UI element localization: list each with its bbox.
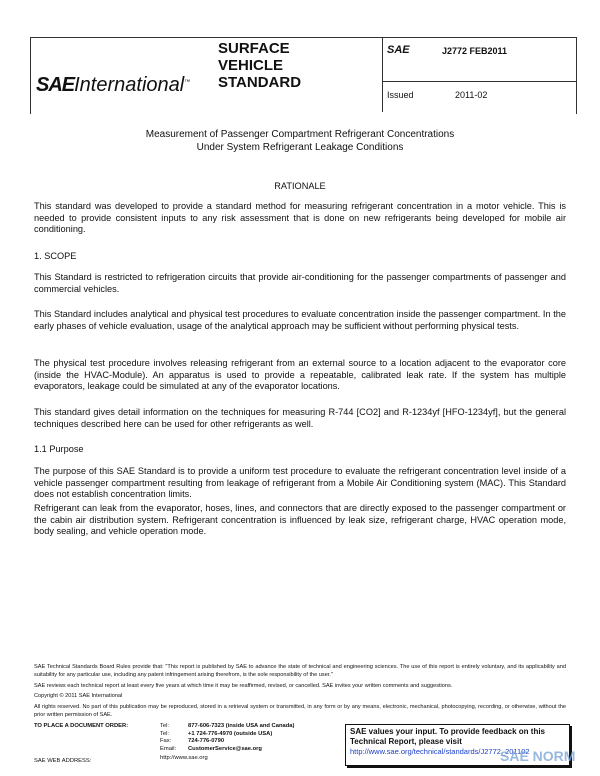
title-line: Measurement of Passenger Compartment Refrigerant Concentrations [145,129,455,140]
sae-mark: SAE [387,44,410,56]
scope-paragraph: This Standard is restricted to refrigeration circuits that provide air-conditioning for the passenger compartments of passenger and commercial vehicles. [34,272,566,294]
footer-rights: All rights reserved. No part of this publication may be reproduced, stored in a retrieval system or transmitted, in any form or by any means, electronic, mechanical, photocopying, recording, or otherwise, without the prior written permission of SAE. [34,704,566,718]
feedback-link[interactable]: http://www.sae.org/technical/standards/J2772_201102 [350,747,530,756]
watermark: SAE NORM [500,748,576,764]
contact-row [160,731,340,739]
rationale-text: This standard was developed to provide a standard method for measuring refrigerant concentration in a motor vehicle. This is needed to provide consistent inputs to any risk assessment that is done on new refrigerants being developed for mobile air conditioning. [34,201,566,234]
standard-type-line: SURFACE [218,40,290,57]
feedback-text: SAE values your input. To provide feedback on this Technical Report, please visit [350,727,545,746]
contact-value: +1 724-776-4970 (outside USA) [188,730,273,737]
footer-copyright: Copyright © 2011 SAE International [34,693,123,699]
standard-type-line: STANDARD [218,74,302,91]
contact-value: 877-606-7323 (inside USA and Canada) [188,723,295,729]
contact-label: Email: [160,745,177,752]
title-line: Under System Refrigerant Leakage Conditions [196,142,404,153]
contact-label: Tel: [160,723,170,729]
standard-type-line: VEHICLE [218,57,284,74]
header-divider [382,37,383,112]
scope-paragraph: This Standard includes analytical and physical test procedures to evaluate concentration inside the passenger compartment. In the early phases of vehicle evaluation, usage of the analytical approach may be sufficient without performing physical tests. [34,309,566,331]
footer-rules: SAE Technical Standards Board Rules provide that: "This report is published by SAE to advance the state of technical and engineering sciences. The use of this report is entirely voluntary, and its applicability and suitability for any particular use, including any patent infringement arising therefrom, is the sole responsibility of the user." [34,664,566,678]
issued-date: 2011-02 [455,90,488,100]
sae-logo: SAEInternational™ [36,74,191,96]
purpose-paragraph: The purpose of this SAE Standard is to provide a uniform test procedure to evaluate the refrigerant concentration level inside of a vehicle passenger compartment resulting from leakage of refrigerant from a Mobile Air Conditioning system (MAC). This Standard does not establish concentration limits. [34,466,566,499]
web-url[interactable]: http://www.sae.org [160,755,208,761]
standard-type [218,40,301,91]
rationale-heading: RATIONALE [274,181,326,191]
web-label: SAE WEB ADDRESS: [34,758,92,764]
contact-value: CustomerService@sae.org [188,745,262,752]
document-title [0,128,600,154]
purpose-paragraph: Refrigerant can leak from the evaporator, hoses, lines, and connectors that are directly exposed to the passenger compartment or the cabin air distribution system. Refrigerant concentration is influenced by leak size, refrigerant charge, HVAC operation mode, body sealing, and vehicle operation mode. [34,503,566,536]
contact-row [160,738,340,746]
order-contacts [160,723,340,763]
contact-row [160,723,340,731]
contact-row [160,746,340,754]
footer-review: SAE reviews each technical report at least every five years at which time it may be reaffirmed, revised, or cancelled. SAE invites your written comments and suggestions. [34,683,453,689]
header-divider [382,81,576,82]
contact-label: Tel: [160,730,170,737]
scope-paragraph: The physical test procedure involves releasing refrigerant from an external source to a location adjacent to the evaporator core (inside the HVAC-Module). An apparatus is used to provide a repeatable, calibrated leak rate. If the system has multiple evaporators, leakage could be simulated at any of the evaporator locations. [34,358,566,391]
issued-label: Issued [387,90,414,100]
contact-label: Fax: [160,738,172,744]
scope-paragraph: This standard gives detail information on the techniques for measuring R-744 [CO2] and R-1234yf [HFO-1234yf], but the general techniques described here can be used for other refrigerants as well. [34,407,566,429]
doc-number: J2772 FEB2011 [442,46,508,56]
contact-value: 724-776-0790 [188,738,225,744]
purpose-heading: 1.1 Purpose [34,444,84,454]
scope-heading: 1. SCOPE [34,251,77,261]
order-label: TO PLACE A DOCUMENT ORDER: [34,723,129,729]
